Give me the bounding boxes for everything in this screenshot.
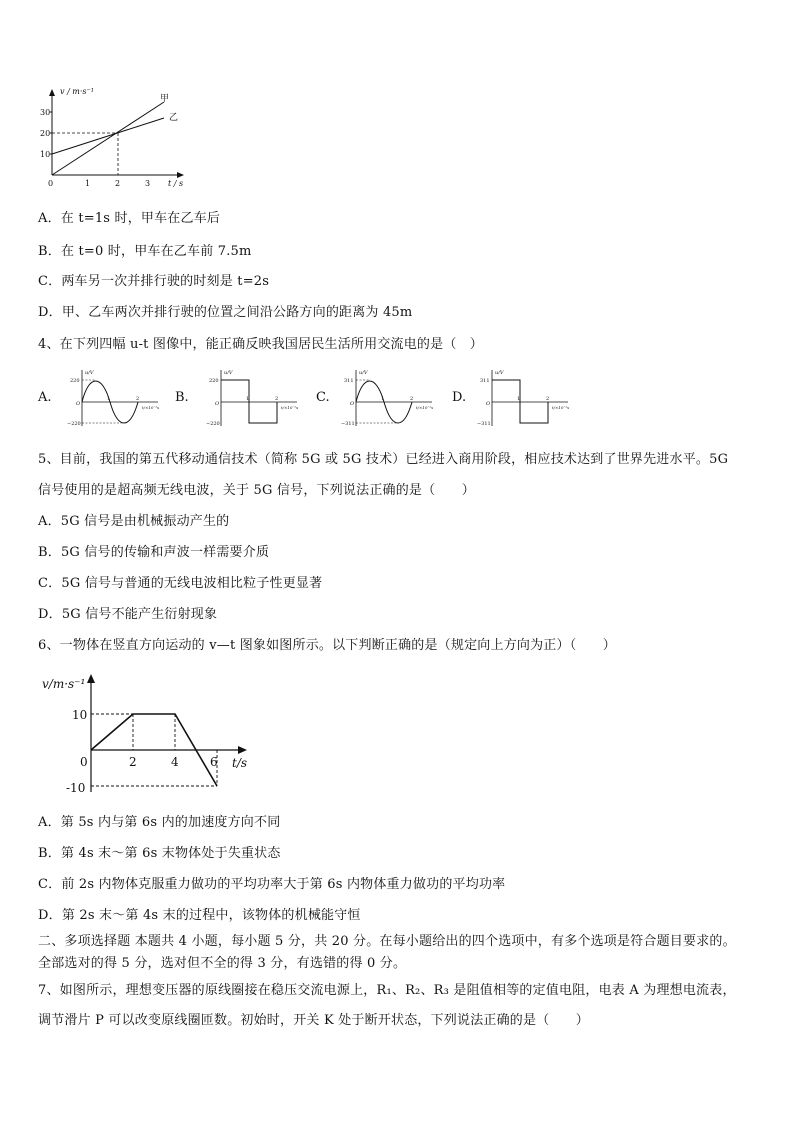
y-tick-20: 20: [40, 129, 51, 138]
x-tick-4: 4: [171, 755, 179, 769]
q6-option-d: D．第 2s 末～第 4s 末的过程中，该物体的机械能守恒: [38, 908, 361, 923]
top-value: 220: [209, 378, 219, 384]
top-value: 311: [344, 378, 354, 384]
t2: 2: [275, 396, 279, 402]
section2-heading-line2: 全部选对的得 5 分，选对但不全的得 3 分，有选错的得 0 分。: [38, 956, 407, 971]
q4-letter-d: D.: [452, 390, 467, 405]
q4-graph-b-square-220: [205, 366, 305, 430]
t1: 1: [107, 396, 111, 402]
q3-option-a: A．在 t=1s 时，甲车在乙车后: [38, 211, 221, 226]
q4-graph-c-sine-311: [340, 366, 440, 430]
y-axis-arrow: [49, 89, 55, 96]
q4-letter-a: A.: [38, 390, 52, 405]
t2: 2: [410, 396, 414, 402]
top-value: 220: [70, 378, 80, 384]
x-tick-2: 2: [129, 755, 137, 769]
q4-stem: 4、在下列四幅 u-t 图像中，能正确反映我国居民生活所用交流电的是（ ）: [38, 337, 483, 352]
q7-stem-line2: 调节滑片 P 可以改变原线圈匝数。初始时，开关 K 处于断开状态，下列说法正确的是（ ）: [38, 1013, 589, 1028]
q4-letter-c: C.: [316, 390, 330, 405]
origin: O: [486, 401, 491, 407]
q3-option-b: B．在 t=0 时，甲车在乙车前 7.5m: [38, 244, 252, 259]
top-value: 311: [480, 378, 490, 384]
q6-stem: 6、一物体在竖直方向运动的 v—t 图象如图所示。以下判断正确的是（规定向上方向为正）（ ）: [38, 638, 617, 653]
y-axis-label: v / m·s⁻¹: [60, 87, 94, 96]
x-tick-3: 3: [145, 179, 151, 188]
t1: 1: [246, 396, 250, 402]
q5-option-b: B．5G 信号的传输和声波一样需要介质: [38, 545, 270, 560]
x-axis-label: t/s: [232, 756, 248, 770]
label-yi: 乙: [169, 113, 179, 123]
x-tick-0: 0: [80, 755, 88, 769]
xlabel: t/×10⁻²s: [416, 405, 434, 410]
q5-stem-line1: 5、目前，我国的第五代移动通信技术（简称 5G 或 5G 技术）已经进入商用阶段，相应技术达到了世界先进水平。5G: [38, 452, 729, 467]
bottom-value: −311: [477, 421, 491, 427]
q4-graph-a-sine-220: [66, 366, 166, 430]
q4-graph-d-square-311: [476, 366, 576, 430]
t1: 1: [517, 396, 521, 402]
q7-stem-line1: 7、如图所示，理想变压器的原线圈接在稳压交流电源上，R₁、R₂、R₃ 是阻值相等的定值电阻，电表 A 为理想电流表，: [38, 983, 736, 998]
q6-vt-graph: [40, 672, 260, 796]
xlabel: t/×10⁻²s: [552, 405, 570, 410]
xlabel: t/×10⁻²s: [142, 405, 160, 410]
x-tick-1: 1: [85, 179, 91, 188]
q5-option-d: D．5G 信号不能产生衍射现象: [38, 607, 218, 622]
q6-option-c: C．前 2s 内物体克服重力做功的平均功率大于第 6s 内物体重力做功的平均功率: [38, 877, 506, 892]
x-tick-6: 6: [210, 755, 218, 769]
bottom-value: −220: [67, 421, 81, 427]
y-tick-neg10: -10: [66, 781, 86, 795]
ylabel: u/V: [85, 370, 94, 376]
origin: O: [76, 401, 81, 407]
vt-graph-jia-yi: [38, 85, 198, 193]
t2: 2: [546, 396, 550, 402]
q3-option-d: D．甲、乙车两次并排行驶的位置之间沿公路方向的距离为 45m: [38, 305, 413, 320]
x-axis-label: t / s: [168, 179, 184, 188]
y-tick-30: 30: [40, 108, 51, 117]
y-axis-arrow: [87, 674, 95, 683]
t2: 2: [136, 396, 140, 402]
origin: O: [350, 401, 355, 407]
x-tick-0: 0: [48, 179, 54, 188]
q6-option-a: A．第 5s 内与第 6s 内的加速度方向不同: [38, 815, 281, 830]
q4-letter-b: B.: [175, 390, 189, 405]
t1: 1: [381, 396, 385, 402]
y-tick-10: 10: [72, 708, 88, 722]
label-jia: 甲: [160, 94, 170, 104]
ylabel: u/V: [495, 370, 504, 376]
line-jia: [52, 102, 164, 175]
bottom-value: −220: [206, 421, 220, 427]
origin: O: [215, 401, 220, 407]
xlabel: t/×10⁻²s: [281, 405, 299, 410]
q5-option-a: A．5G 信号是由机械振动产生的: [38, 514, 230, 529]
line-yi: [52, 118, 164, 154]
section2-heading-line1: 二、多项选择题 本题共 4 小题，每小题 5 分，共 20 分。在每小题给出的四个选项中，有多个选项是符合题目要求的。: [38, 934, 736, 949]
q5-stem-line2: 信号使用的是超高频无线电波，关于 5G 信号，下列说法正确的是（ ）: [38, 483, 475, 498]
q3-option-c: C．两车另一次并排行驶的时刻是 t=2s: [38, 274, 270, 289]
q6-option-b: B．第 4s 末～第 6s 末物体处于失重状态: [38, 846, 281, 861]
x-tick-2: 2: [115, 179, 121, 188]
q5-option-c: C．5G 信号与普通的无线电波相比粒子性更显著: [38, 576, 323, 591]
y-tick-10: 10: [40, 150, 51, 159]
ylabel: u/V: [359, 370, 368, 376]
y-axis-label: v/m·s⁻¹: [42, 677, 86, 691]
x-axis-arrow: [177, 172, 184, 178]
bottom-value: −311: [341, 421, 355, 427]
x-axis-arrow: [238, 746, 247, 754]
ylabel: u/V: [224, 370, 233, 376]
